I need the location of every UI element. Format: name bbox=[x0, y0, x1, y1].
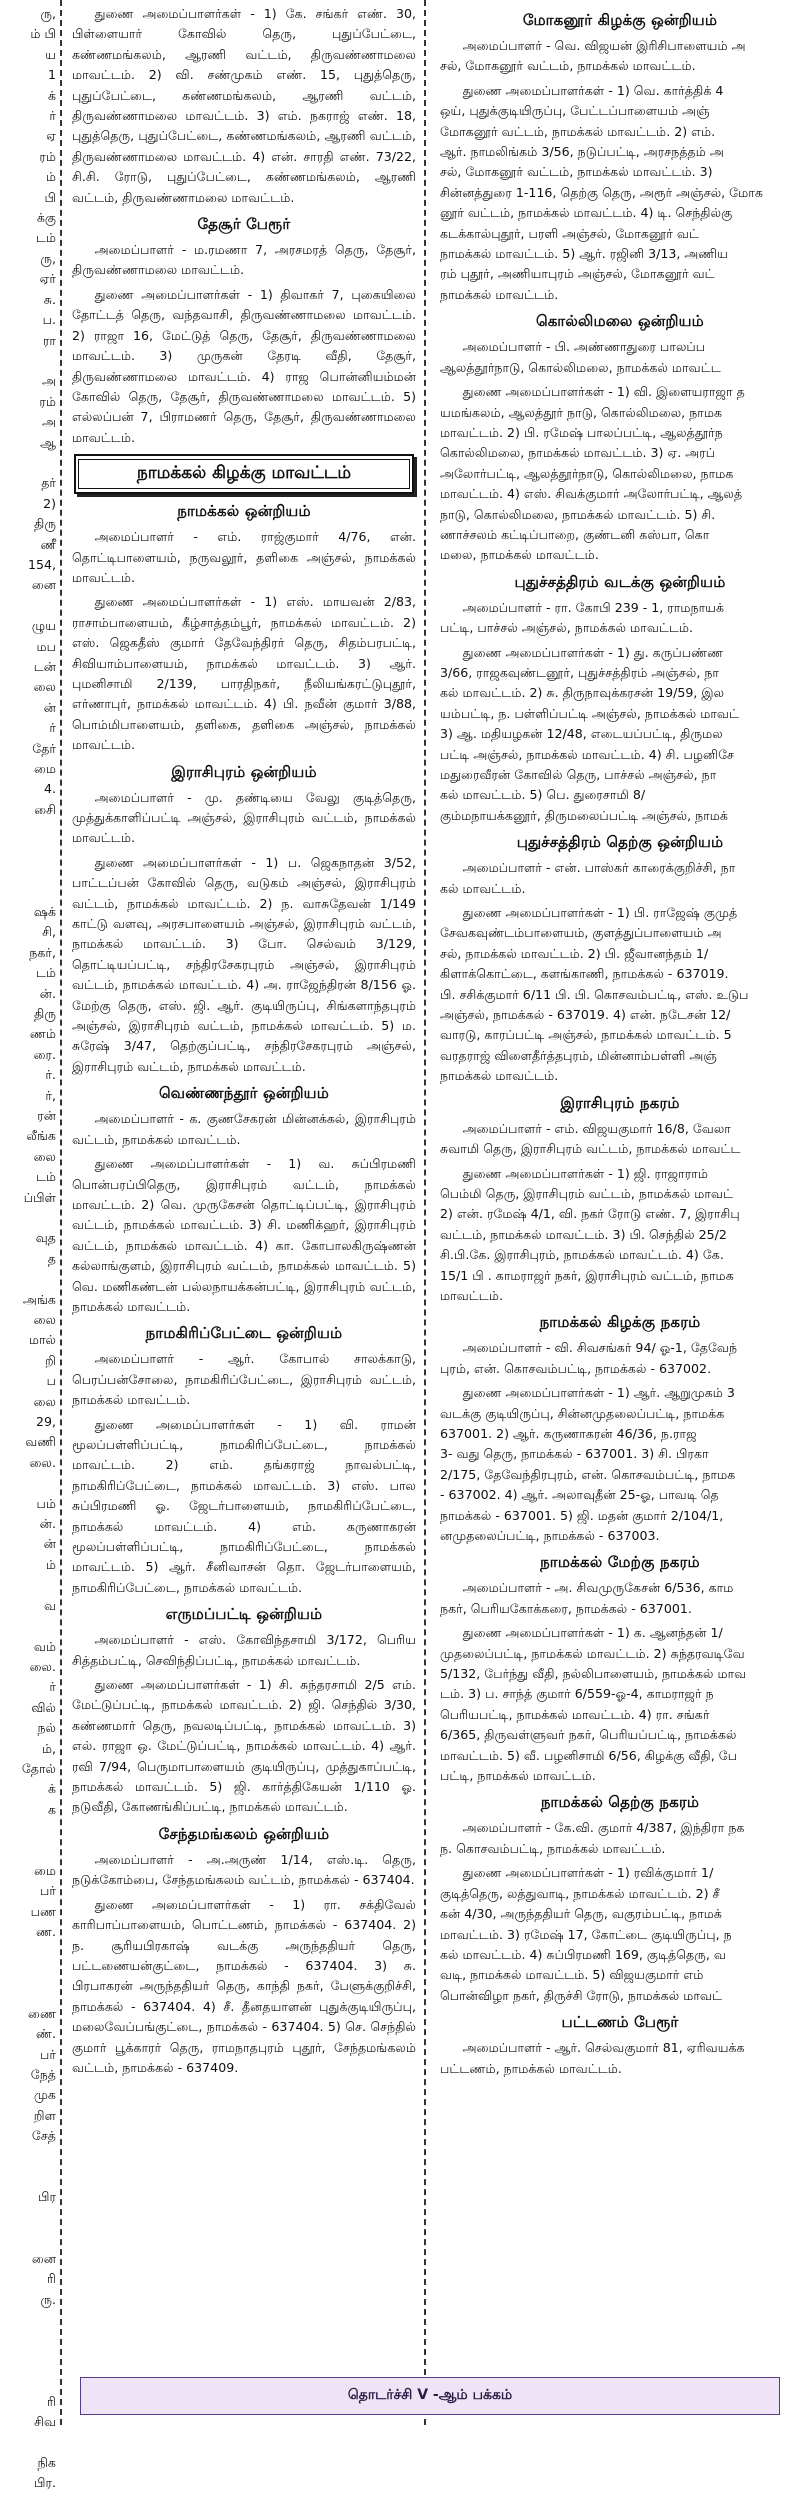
mid-sections bbox=[72, 502, 416, 2078]
left-fragment: டன் bbox=[33, 659, 56, 674]
left-fragment bbox=[0, 2494, 60, 2514]
right-section bbox=[440, 573, 800, 826]
left-fragment: ர் bbox=[49, 720, 56, 736]
left-fragment bbox=[0, 881, 60, 901]
left-fragment bbox=[0, 2310, 60, 2330]
entry-line: சுவாமி தெரு, இராசிபுரம் வட்டம், நாமக்கல் மாவட்ட bbox=[440, 1141, 741, 1157]
left-fragment: ரை. bbox=[33, 1046, 56, 1062]
entry-line: சேவகவுண்டம்பாளையம், குளத்துப்பாளையம் அ bbox=[440, 925, 722, 941]
entry-line: 3/66, ராஜகவுண்டனூர், புதுச்சத்திரம் அஞ்சல், நா bbox=[440, 664, 719, 680]
left-fragment: க் bbox=[47, 1781, 56, 1797]
entry-line: நாடு, கொல்லிமலை, நாமக்கல் மாவட்டம். 5) சி. bbox=[440, 506, 716, 522]
entry-paragraph bbox=[440, 1863, 800, 2006]
entry-line: துணை அமைப்பாளர்கள் - 1) ஜி. ராஜாராம் bbox=[462, 1165, 708, 1181]
mid-section bbox=[72, 1825, 416, 2078]
district-title: நாமக்கல் கிழக்கு மாவட்டம் bbox=[78, 459, 410, 489]
left-fragment bbox=[0, 861, 60, 881]
left-fragment: நேத் bbox=[30, 2067, 56, 2083]
left-fragment: 154, bbox=[27, 556, 56, 572]
left-fragment bbox=[0, 1575, 60, 1595]
entry-line: பி. சசிக்குமார் 6/11 பி. பி. கொசவம்பட்டி, எஸ். உடுப bbox=[440, 986, 749, 1002]
left-fragment: மை bbox=[33, 761, 56, 777]
entry-paragraph: அமைப்பாளர் - ஆர். கோபால் சாலக்காடு, பெரப்பன்சோலை, நாமகிரிப்பேட்டை, இராசிபுரம் வட்டம், நாமக்கல் மாவட்டம். bbox=[72, 1351, 416, 1408]
left-fragment: சேத் bbox=[31, 2128, 56, 2144]
left-fragment bbox=[0, 1963, 60, 1983]
right-section bbox=[440, 1094, 800, 1307]
entry-line: அமைப்பாளர் - ரா. கோபி 239 - 1, ராமநாயக் bbox=[462, 599, 725, 615]
entry-line: பட்டி, பாச்சல் அஞ்சல், நாமக்கல் மாவட்டம். bbox=[440, 620, 694, 636]
left-fragment bbox=[0, 841, 60, 861]
entry-paragraph bbox=[440, 858, 800, 899]
left-fragment: சிவ bbox=[34, 2413, 56, 2429]
entry-line: மோகனூர் வட்டம், நாமக்கல் மாவட்டம். 2) எம். bbox=[440, 123, 716, 139]
left-fragment: லை bbox=[33, 679, 56, 695]
entry-line: சல், நாமக்கல் மாவட்டம். 2) பி. ஜீவானந்தம் 1/ bbox=[440, 945, 709, 961]
continued-notice: தொடர்ச்சி V -ஆம் பக்கம் bbox=[80, 2377, 780, 2415]
left-fragment bbox=[0, 2147, 60, 2167]
entry-line: கடக்கால்புதூர், பரளி அஞ்சல், மோகனூர் வட் bbox=[440, 225, 699, 241]
entry-paragraph bbox=[440, 1578, 800, 1619]
left-fragment: 4. bbox=[43, 781, 56, 797]
left-fragment bbox=[0, 1473, 60, 1493]
left-fragment: னை bbox=[31, 577, 56, 593]
left-fragment: ரு, bbox=[40, 6, 56, 21]
entry-line: குடித்தெரு, லத்துவாடி, நாமக்கல் மாவட்டம். 2) சீ bbox=[440, 1885, 720, 1901]
entry-line: துணை அமைப்பாளர்கள் - 1) வி. இளையராஜா த bbox=[462, 384, 745, 400]
left-fragment: ன் bbox=[43, 1536, 56, 1552]
entry-line: அமைப்பாளர் - என். பாஸ்கர் காரைக்குறிச்சி, நா bbox=[462, 860, 736, 876]
left-fragment bbox=[0, 1269, 60, 1289]
entry-paragraph: துணை அமைப்பாளர்கள் - 1) எஸ். மாயவன் 2/83, ராசாம்பாளையம், கீழ்சாத்தம்பூர், நாமக்கல் மாவட்டம். 2) எஸ். ஜெகதீஸ் குமார் தேவேந்திரர் தெரு, சிதம்பரபட்டி, சிவியாம்பாளையம், நாமக்கல் மாவட்டம். 3) ஆர். புமனிசாமி 2/139, பாரதிநகர், நீலியங்கரட்டுபுதூர், எர்ணாபுர், நாமக்கல் மாவட்டம். 4) பி. நவீன் குமார் 3/88, பொம்மிபாளையம், தளிகை, தளிகை அஞ்சல், நாமக்கல் மாவட்டம். bbox=[72, 594, 416, 753]
entry-line: துணை அமைப்பாளர்கள் - 1) பி. ராஜேஷ் குமுத் bbox=[462, 905, 738, 921]
entry-paragraph: துணை அமைப்பாளர்கள் - 1) ப. ஜெகநாதன் 3/52, பாட்டப்பன் கோவில் தெரு, வடுகம் அஞ்சல், இராசிபுரம் வட்டம், நாமக்கல் மாவட்டம். 2) ந. வாசுதேவன் 1/149 காட்டு வளவு, அரசபாளையம் அஞ்சல், இராசிபுரம் வட்டம், நாமக்கல் மாவட்டம். 3) போ. செல்வம் 3/129, தொட்டியப்பட்டி, சந்திரசேகரபுரம் அஞ்சல், இராசிபுரம் வட்டம், நாமக்கல் மாவட்டம். 4) அ. ராஜேந்திரன் 8/156 ஓ. மேற்கு தெரு, எஸ். ஜி. ஆர். குடியிருப்பு, சிங்களாந்தபுரம் அஞ்சல், இராசிபுரம் வட்டம், நாமக்கல் மாவட்டம். 5) ம. சுரேஷ் 3/47, தெற்குப்பட்டி, சந்திரசேகரபுரம் அஞ்சல், இராசிபுரம் வட்டம், நாமக்கல் மாவட்டம். bbox=[72, 854, 416, 1074]
entry-paragraph: துணை அமைப்பாளர்கள் - 1) திவாகர் 7, புகையிலை தோட்டத் தெரு, வந்தவாசி, திருவண்ணாமலை மாவட்டம். 2) ராஜா 16, மேட்டுத் தெரு, தேசூர், திருவண்ணாமலை மாவட்டம். 3) முருகன் தேரடி வீதி, தேசூர், திருவண்ணாமலை மாவட்டம். 4) ராஜ பொன்னியம்மன் கோவில் தெரு, தேசூர், திருவண்ணாமலை மாவட்டம். 5) எல்லப்பன் 7, பிராமணர் தெரு, தேசூர், திருவண்ணாமலை மாவட்டம். bbox=[72, 286, 416, 445]
entry-paragraph bbox=[440, 81, 800, 305]
entry-paragraph: அமைப்பாளர் - மு. தண்டியை வேலு குடித்தெரு, முத்துக்காளிப்பட்டி அஞ்சல், இராசிபுரம் வட்டம், நாமக்கல் மாவட்டம். bbox=[72, 789, 416, 846]
left-fragment bbox=[0, 1983, 60, 2003]
entry-line: 637001. 2) ஆர். கருணாகரன் 46/36, ந.ராஜ bbox=[440, 1425, 697, 1441]
entry-line: 15/1 பி . காமராஜர் நகர், இராசிபுரம் வட்டம், நாமக bbox=[440, 1267, 734, 1283]
left-fragment: ன் bbox=[43, 699, 56, 715]
left-fragment: டம் bbox=[35, 965, 56, 981]
right-section bbox=[440, 312, 800, 565]
entry-paragraph: துணை அமைப்பாளர்கள் - 1) கே. சங்கர் எண். 30, பிள்ளையார் கோவில் தெரு, புதுப்பேட்டை, கண்ணமங்கலம், ஆரணி வட்டம், திருவண்ணாமலை மாவட்டம். 2) வி. சண்முகம் எண். 15, புதுத்தெரு, புதுப்பேட்டை, கண்ணமங்கலம், ஆரணி வட்டம், திருவண்ணாமலை மாவட்டம். 3) எம். நகராஜ் எண். 18, புதுத்தெரு, புதுப்பேட்டை, கண்ணமங்கலம், ஆரணி வட்டம், திருவண்ணாமலை மாவட்டம். 4) என். சாரதி எண். 73/22, சி.சி. ரோடு, புதுப்பேட்டை, கண்ணமங்கலம், ஆரணி வட்டம், திருவண்ணாமலை மாவட்டம். bbox=[72, 6, 416, 205]
left-fragment: அங்க bbox=[22, 1291, 56, 1307]
entry-line: டம். 3) ப. சாந்த் குமார் 6/559-ஓ-4, காமராஜர் ந bbox=[440, 1686, 714, 1702]
entry-paragraph: அமைப்பாளர் - எம். ராஜ்குமார் 4/76, என். தொட்டிபாளையம், நருவலூர், தளிகை அஞ்சல், நாமக்கல் மாவட்டம். bbox=[72, 529, 416, 585]
left-fragment: நல் bbox=[37, 1720, 56, 1736]
left-fragment bbox=[0, 2167, 60, 2187]
entry-line: பட்டணம், நாமக்கல் மாவட்டம். bbox=[440, 2060, 622, 2076]
section-heading: நாமக்கல் தெற்கு நகரம் bbox=[540, 1793, 700, 1812]
entry-line: அலோர்பட்டி, ஆலத்தூர்நாடு, கொல்லிமலை, நாமக bbox=[440, 465, 734, 481]
entry-paragraph bbox=[440, 337, 800, 378]
entry-line: கல் மாவட்டம். bbox=[440, 880, 526, 896]
left-fragment bbox=[0, 2228, 60, 2248]
entry-line: நாமக்கல் மாவட்டம். bbox=[440, 286, 559, 302]
left-fragment: ப. bbox=[42, 312, 56, 328]
left-fragment: பர் bbox=[40, 1883, 56, 1899]
entry-line: சல், மோகனூர் வட்டம், நாமக்கல் மாவட்டம். 3) bbox=[440, 164, 713, 180]
left-fragment: ண. bbox=[35, 1924, 56, 1940]
left-fragment: பிர. bbox=[34, 2475, 56, 2491]
left-fragment: ரன் bbox=[37, 1107, 56, 1123]
left-fragment: க்கு bbox=[36, 210, 56, 226]
left-fragment: ணீ bbox=[40, 536, 56, 552]
left-fragment bbox=[0, 453, 60, 473]
entry-paragraph bbox=[440, 1818, 800, 1859]
left-fragment: பம் bbox=[36, 1495, 56, 1511]
entry-paragraph bbox=[440, 36, 800, 77]
entry-line: 5/132, பேர்ந்து வீதி, நல்லிபாளையம், நாமக்கல் மாவ bbox=[440, 1666, 747, 1682]
entry-line: முதலைப்பட்டி, நாமக்கல் மாவட்டம். 2) சுந்தரவடிவே bbox=[440, 1645, 745, 1661]
left-fragment bbox=[0, 1943, 60, 1963]
left-fragment: ண். bbox=[35, 2026, 56, 2042]
entry-line: ணாச்சலம் கட்டிப்பாறை, குண்டனி கஸ்பா, கொ bbox=[440, 526, 710, 542]
left-fragment: சி, bbox=[42, 924, 56, 940]
left-fragment: க bbox=[47, 1801, 56, 1817]
left-fragment: டம் bbox=[35, 230, 56, 246]
left-fragment: ஷக் bbox=[33, 903, 56, 919]
entry-line: துணை அமைப்பாளர்கள் - 1) ரவிக்குமார் 1/ bbox=[462, 1865, 714, 1881]
left-fragment: பர் bbox=[40, 2046, 56, 2062]
section-heading: இராசிபுரம் ஒன்றியம் bbox=[171, 762, 317, 781]
section-heading: நாமக்கல் ஒன்றியம் bbox=[177, 502, 311, 521]
section-heading: பட்டணம் பேரூர் bbox=[561, 2013, 679, 2032]
right-section bbox=[440, 1793, 800, 2006]
left-fragment: வம் bbox=[33, 1638, 56, 1654]
left-fragment: வ bbox=[43, 1597, 56, 1613]
entry-line: சின்னத்துரை 1-116, தெற்கு தெரு, அரூர் அஞ்சல், மோக bbox=[440, 184, 763, 200]
entry-line: பட்டி, நாமக்கல் மாவட்டம். bbox=[440, 1768, 596, 1784]
entry-line: வடக்கு குடியிருப்பு, சின்னமுதலைப்பட்டி, நாமக்க bbox=[440, 1405, 725, 1421]
entry-paragraph bbox=[440, 1164, 800, 1307]
left-fragment: தேர் bbox=[32, 740, 56, 756]
section-heading-desur: தேசூர் பேரூர் bbox=[197, 215, 291, 234]
section-heading: எருமப்பட்டி ஒன்றியம் bbox=[165, 1605, 323, 1624]
left-fragment: ஆ bbox=[40, 434, 56, 450]
left-fragment: டம் bbox=[35, 1169, 56, 1185]
left-fragment bbox=[0, 2432, 60, 2452]
entry-paragraph bbox=[440, 598, 800, 639]
left-fragment: மப bbox=[36, 638, 56, 654]
entry-line: அமைப்பாளர் - வி. சிவசங்கர் 94/ ஓ-1, தேவேந் bbox=[462, 1340, 738, 1356]
left-fragment: ன். bbox=[39, 1516, 56, 1532]
entry-line: பட்டி அஞ்சல், நாமக்கல் மாவட்டம். 4) சி. பழனிசே bbox=[440, 746, 734, 762]
left-fragment: சைி bbox=[34, 801, 56, 817]
left-fragment: தோல் bbox=[21, 1760, 56, 1776]
mid-section bbox=[72, 1324, 416, 1598]
entry-line: மலை, நாமக்கல் மாவட்டம். bbox=[440, 547, 599, 563]
entry-line: வரதராஜ் விளைதீர்த்தபுரம், மின்னாம்பள்ளி அஞ் bbox=[440, 1047, 717, 1063]
section-heading: நாமக்கல் கிழக்கு நகரம் bbox=[539, 1313, 701, 1332]
entry-paragraph: துணை அமைப்பாளர்கள் - 1) சி. சுந்தரசாமி 2/5 எம். மேட்டுப்பட்டி, நாமக்கல் மாவட்டம். 2) ஜி. செந்தில் 3/30, கண்ணமார் தெரு, நவலடிப்பட்டி, நாமக்கல் மாவட்டம். 3) எல். ராஜா ஒ. மேட்டுப்பட்டி, நாமக்கல் மாவட்டம். 4) ஆர். ரவி 7/94, பெருமாபாளையம் குடியிருப்பு, முத்துகாப்பட்டி, நாமக்கல் மாவட்டம். 5) ஜி. கார்த்திகேயன் 1/110 ஓ. நடுவீதி, கோணங்கிப்பட்டி, நாமக்கல் மாவட்டம். bbox=[72, 1677, 416, 1815]
left-fragment bbox=[0, 2330, 60, 2350]
entry-paragraph: துணை அமைப்பாளர்கள் - 1) வி. ராமன் மூலப்பள்ளிப்பட்டி, நாமகிரிப்பேட்டை, நாமக்கல் மாவட்டம். 2) எம். தங்கராஜ் நாவல்பட்டி, நாமகிரிப்பேட்டை, நாமக்கல் மாவட்டம். 3) எஸ். பால சுப்பிரமணி ஓ. ஜேடர்பாளையம், நாமகிரிப்பேட்டை, நாமக்கல் மாவட்டம். 4) எம். கருணாகரன் மூலப்பள்ளிப்பட்டி, நாமகிரிப்பேட்டை, நாமக்கல் மாவட்டம். 5) ஆர். சீனிவாசன் தொ. ஜேடர்பாளையம், நாமகிரிப்பேட்டை, நாமக்கல் மாவட்டம். bbox=[72, 1416, 416, 1595]
left-fragment: லை bbox=[33, 1393, 56, 1409]
entry-line: மாவட்டம். 5) வீ. பழனிசாமி 6/56, கிழக்கு வீதி, பே bbox=[440, 1747, 738, 1763]
left-fragment: ரா bbox=[42, 332, 56, 348]
section-heading: மோகனூர் கிழக்கு ஒன்றியம் bbox=[522, 11, 718, 29]
left-fragment: திரு bbox=[34, 1005, 56, 1021]
entry-paragraph: அமைப்பாளர் - எஸ். கோவிந்தசாமி 3/172, பெரிய சித்தம்பட்டி, செவிந்திப்பட்டி, நாமக்கல் மாவட்டம். bbox=[72, 1632, 416, 1668]
entry-line: அமைப்பாளர் - அ. சிவமுருகேசன் 6/536, காம bbox=[462, 1580, 734, 1596]
left-fragment: மால் bbox=[28, 1332, 56, 1348]
entry-line: துணை அமைப்பாளர்கள் - 1) ஆர். ஆறுமுகம் 3 bbox=[462, 1385, 735, 1401]
left-fragment: வில் bbox=[31, 1699, 56, 1715]
entry-line: னமுதலைப்பட்டி, நாமக்கல் - 637003. bbox=[440, 1528, 660, 1543]
entry-line: கிளாக்கொட்டை, களங்காணி, நாமக்கல் - 637019. bbox=[440, 966, 729, 982]
entry-paragraph bbox=[440, 1623, 800, 1786]
entry-line: மாவட்டம். 2) பி. ரமேஷ் பாலப்பட்டி, ஆலத்தூர்ந bbox=[440, 424, 723, 440]
left-fragment bbox=[0, 596, 60, 616]
left-fragment: லை bbox=[33, 1312, 56, 1327]
entry-line: மதுரைவீரன் கோவில் தெரு, பாச்சல் அஞ்சல், நா bbox=[440, 767, 717, 782]
left-fragment: ம் bbox=[45, 169, 56, 185]
section-heading: கொல்லிமலை ஒன்றியம் bbox=[536, 312, 704, 331]
entry-paragraph: துணை அமைப்பாளர்கள் - 1) வ. சுப்பிரமணி பொன்பரப்பிதெரு, இராசிபுரம் வட்டம், நாமக்கல் மாவட்டம். 2) வெ. முருகேசன் தொட்டிப்பட்டி, இராசிபுரம் வட்டம், நாமக்கல் மாவட்டம். 3) சி. மணிக்ஹர், இராசிபுரம் வட்டம், நாமக்கல் மாவட்டம். 4) கா. கோபாலகிருஷ்ணன் கல்லாங்குளம், இராசிபுரம் வட்டம், நாமக்கல் மாவட்டம். 5) வெ. மணிகண்டன் பல்லநாயக்கன்பட்டி, இராசிபுரம் வட்டம், நாமக்கல் மாவட்டம். bbox=[72, 1156, 416, 1314]
left-fragment: ர். bbox=[45, 1067, 56, 1083]
middle-column bbox=[66, 0, 426, 2425]
left-fragment: ரம் bbox=[39, 393, 56, 409]
section-heading: புதுச்சத்திரம் தெற்கு ஒன்றியம் bbox=[516, 833, 724, 852]
left-fragment: ப bbox=[46, 1373, 56, 1389]
left-fragment: ரம் bbox=[39, 148, 56, 164]
left-fragment: திரு bbox=[34, 516, 56, 532]
left-fragment: 2) bbox=[43, 495, 56, 511]
section-heading: புதுச்சத்திரம் வடக்கு ஒன்றியம் bbox=[514, 572, 726, 591]
left-fragment: ர் bbox=[49, 108, 56, 124]
entry-line: 2) என். ரமேஷ் 4/1, வி. நகர் ரோடு எண். 7, இராசிபு bbox=[440, 1206, 740, 1222]
entry-line: மாவட்டம். 3) ரமேஷ் 17, கோட்டை குடியிருப்பு, ந bbox=[440, 1926, 732, 1942]
entry-paragraph bbox=[440, 643, 800, 827]
entry-paragraph bbox=[440, 382, 800, 566]
entry-line: கன் 4/30, அருந்ததியர் தெரு, வகுரம்பட்டி, நாமக் bbox=[440, 1906, 722, 1922]
left-fragment: ணை bbox=[28, 2005, 56, 2021]
left-fragment: பண bbox=[30, 1903, 56, 1919]
desur-entries bbox=[72, 240, 416, 448]
right-section bbox=[440, 1553, 800, 1786]
section-heading: சேந்தமங்கலம் ஒன்றியம் bbox=[158, 1824, 330, 1843]
entry-line: நாமக்கல் - 637001. 5) ஜி. மதன் குமார் 2/104/1, bbox=[440, 1507, 724, 1523]
entry-line: பெம்மி தெரு, இராசிபுரம் வட்டம், நாமக்கல் மாவட் bbox=[440, 1185, 733, 1201]
left-fragment: ன். bbox=[39, 985, 56, 1001]
entry-line: ந. கொசவம்பட்டி, நாமக்கல் மாவட்டம். bbox=[440, 1840, 666, 1856]
section-heading: நாமகிரிப்பேட்டை ஒன்றியம் bbox=[145, 1324, 343, 1343]
left-fragment: 1 bbox=[47, 67, 56, 83]
entry-line: நகர், பெரியகோக்கரை, நாமக்கல் - 637001. bbox=[440, 1600, 692, 1616]
left-fragment: ணம் bbox=[29, 1026, 56, 1042]
entry-line: அமைப்பாளர் - ஆர். செல்வகுமார் 81, ஏரிவயக்க bbox=[462, 2040, 745, 2056]
mid-top-entries bbox=[72, 4, 416, 208]
left-fragment: ம், bbox=[41, 1740, 56, 1756]
entry-line: கொல்லிமலை, நாமக்கல் மாவட்டம். 3) ஏ. அரப் bbox=[440, 445, 716, 461]
left-fragment bbox=[0, 1616, 60, 1636]
left-fragment: றிள bbox=[33, 2107, 56, 2123]
left-fragment: அ bbox=[42, 373, 56, 389]
entry-line: ஆலத்தூர்நாடு, கொல்லிமலை, நாமக்கல் மாவட்ட bbox=[440, 359, 721, 375]
entry-line: சல், மோகனூர் வட்டம், நாமக்கல் மாவட்டம். bbox=[440, 58, 696, 74]
entry-paragraph bbox=[440, 903, 800, 1087]
entry-paragraph bbox=[440, 1338, 800, 1379]
left-fragment: ய bbox=[45, 46, 56, 62]
left-fragment bbox=[0, 1841, 60, 1861]
entry-line: 3- வது தெரு, நாமக்கல் - 637001. 3) சி. பிரகா bbox=[440, 1446, 709, 1462]
entry-line: யமங்கலம், ஆலத்தூர் நாடு, கொல்லிமலை, நாமக bbox=[440, 404, 723, 420]
left-fragment: பி bbox=[44, 189, 56, 205]
entry-line: நாமக்கல் மாவட்டம். 5) ஆர். ரஜினி 3/13, அணிய bbox=[440, 246, 728, 262]
entry-line: புரம், என். கொசவம்பட்டி, நாமக்கல் - 637002. bbox=[440, 1360, 712, 1376]
left-fragment: சு. bbox=[43, 291, 56, 307]
left-fragment bbox=[0, 351, 60, 371]
left-fragment: ரு, bbox=[40, 250, 56, 266]
entry-paragraph bbox=[440, 2038, 800, 2079]
right-column bbox=[432, 0, 800, 2425]
entry-line: ஆர். நாமலிங்கம் 3/56, நடுப்பட்டி, அரசநத்தம் அ bbox=[440, 144, 724, 160]
entry-line: கல் மாவட்டம். 4) சுப்பிரமணி 169, குடித்தெரு, வ bbox=[440, 1946, 726, 1962]
left-fragment bbox=[0, 820, 60, 840]
left-fragment: ர், bbox=[45, 1087, 56, 1103]
section-heading: நாமக்கல் மேற்கு நகரம் bbox=[540, 1553, 700, 1572]
entry-line: நாமக்கல் மாவட்டம். bbox=[440, 1068, 559, 1084]
entry-paragraph: துணை அமைப்பாளர்கள் - 1) ரா. சக்திவேல் காரிபாப்பாளையம், பொட்டணம், நாமக்கல் - 637404. 2) ந. சூரியபிரகாஷ் வடக்கு அருந்ததியர் தெரு, பட்டணையன்குட்டை, நாமக்கல் - 637404. 3) சு. பிரபாகரன் அருந்ததியர் தெரு, காந்தி நகர், பேளுக்குறிச்சி, நாமக்கல் - 637404. 4) சீ. தீனதயாளன் புதுக்குடியிருப்பு, மலைவேப்பங்குட்டை, நாமக்கல் - 637404. 5) செ. செந்தில் குமார் பூக்காரர் தெரு, ராமநாதபுரம் புதூர், சேந்தமங்கலம் வட்டம், நாமக்கல் - 637409. bbox=[72, 1896, 416, 2075]
left-fragment bbox=[0, 2208, 60, 2228]
left-fragment: லை. bbox=[29, 1454, 56, 1470]
left-fragment: லை. bbox=[29, 1658, 56, 1674]
entry-line: ரம் புதூர், அணியாபுரம் அஞ்சல், மோகனூர் வட் bbox=[440, 266, 715, 282]
right-sections bbox=[440, 11, 800, 2079]
entry-line: 2/175, தேவேந்திரபுரம், என். கொசவம்பட்டி, நாமக bbox=[440, 1466, 736, 1482]
entry-paragraph bbox=[440, 1383, 800, 1546]
entry-line: அமைப்பாளர் - கே.வி. குமார் 4/387, இந்திரா நக bbox=[462, 1820, 745, 1836]
entry-line: னூர் வட்டம், நாமக்கல் மாவட்டம். 4) டி. செந்தில்கு bbox=[440, 205, 733, 221]
left-fragment: றி bbox=[45, 1352, 56, 1368]
left-fragment: க் bbox=[47, 87, 56, 103]
left-fragment: பிர bbox=[38, 2189, 56, 2205]
left-fragment: னை bbox=[31, 2250, 56, 2266]
right-section bbox=[440, 1313, 800, 1546]
entry-line: கல் மாவட்டம். 2) சு. திருநாவுக்கரசன் 19/59, இல bbox=[440, 685, 725, 701]
entry-line: பொன்விழா நகர், திருச்சி ரோடு, நாமக்கல் மாவட் bbox=[440, 1987, 722, 2003]
entry-paragraph bbox=[440, 1119, 800, 1160]
right-section bbox=[440, 2013, 800, 2079]
entry-line: துணை அமைப்பாளர்கள் - 1) து. கருப்பண்ண bbox=[462, 644, 724, 660]
left-fragment: ரி bbox=[46, 2393, 56, 2409]
left-fragment: ஏ bbox=[46, 128, 56, 144]
entry-line: ஒய், புதுக்குடியிருப்பு, பேட்டப்பாளையம் அஞ் bbox=[440, 103, 710, 119]
mid-section bbox=[72, 1084, 416, 1317]
entry-line: அமைப்பாளர் - வெ. விஜயன் இரிசிபாளையம் அ bbox=[462, 38, 746, 53]
left-fragment: தர் bbox=[41, 475, 56, 491]
left-fragment: லை bbox=[33, 1148, 56, 1164]
entry-line: - 637002. 4) ஆர். அலாவுதீன் 25-ஓ, பாவடி தெ bbox=[440, 1487, 719, 1503]
entry-paragraph: அமைப்பாளர் - க. குணசேகரன் மின்னக்கல், இராசிபுரம் வட்டம், நாமக்கல் மாவட்டம். bbox=[72, 1111, 416, 1147]
mid-section bbox=[72, 502, 416, 755]
right-section bbox=[440, 11, 800, 305]
entry-paragraph: அமைப்பாளர் - ம.ரமணா 7, அரசமரத் தெரு, தேசூர், திருவண்ணாமலை மாவட்டம். bbox=[72, 242, 416, 278]
left-fragment: ர் bbox=[49, 1679, 56, 1695]
entry-line: மாவட்டம். 4) எஸ். சிவக்குமார் அலோர்பட்டி, ஆலத் bbox=[440, 486, 743, 502]
left-fragment: வணி bbox=[25, 1434, 56, 1450]
entry-line: 6/365, திருவள்ளுவர் நகர், பெரியப்பட்டி, நாமக்கல் bbox=[440, 1727, 737, 1743]
left-fragment: 29, bbox=[35, 1414, 56, 1430]
left-fragment: ரி bbox=[46, 2271, 56, 2287]
left-fragment: மை bbox=[33, 1862, 56, 1878]
right-section bbox=[440, 833, 800, 1086]
entry-line: கும்மநாயக்கனூர், திருமலைப்பட்டி அஞ்சல், நாமக் bbox=[440, 807, 728, 823]
entry-line: அஞ்சல், நாமக்கல் - 637019. 4) என். நடேசன் 12/ bbox=[440, 1007, 731, 1023]
left-fragment: அ bbox=[42, 414, 56, 430]
left-fragment: லீங்க bbox=[26, 1128, 56, 1144]
mid-section bbox=[72, 1605, 416, 1818]
left-fragment: ப்பிள் bbox=[23, 1189, 56, 1205]
section-heading: இராசிபுரம் நகரம் bbox=[560, 1093, 680, 1112]
left-fragment: வுத bbox=[35, 1230, 56, 1246]
left-fragment: ழுய bbox=[31, 618, 56, 634]
entry-line: துணை அமைப்பாளர்கள் - 1) க. ஆனந்தன் 1/ bbox=[462, 1625, 723, 1641]
entry-paragraph: அமைப்பாளர் - அ.அருண் 1/14, எஸ்.டி. தெரு, நடுக்கோம்பை, சேந்தமங்கலம் வட்டம், நாமக்கல் - 637404. bbox=[72, 1851, 416, 1888]
entry-line: பெரியபட்டி, நாமக்கல் மாவட்டம். 4) ரா. சங்கர் bbox=[440, 1706, 710, 1722]
left-fragment: ரு. bbox=[40, 2291, 56, 2307]
left-fragment: ம் bbox=[45, 1556, 56, 1572]
section-heading: வெண்ணந்தூர் ஒன்றியம் bbox=[158, 1084, 330, 1103]
left-fragment: த bbox=[47, 1250, 56, 1266]
entry-line: மாவட்டம். bbox=[440, 1287, 503, 1303]
left-fragment: ஏர் bbox=[39, 271, 56, 287]
left-fragment bbox=[0, 2351, 60, 2371]
left-fragment: முக bbox=[33, 2087, 56, 2103]
entry-line: யம்பட்டி, ந. பள்ளிப்பட்டி அஞ்சல், நாமக்கல் மாவட் bbox=[440, 705, 740, 721]
district-title-box bbox=[74, 454, 414, 494]
entry-line: அமைப்பாளர் - எம். விஜயகுமார் 16/8, வேலா bbox=[462, 1120, 731, 1136]
entry-line: துணை அமைப்பாளர்கள் - 1) வெ. கார்த்திக் 4 bbox=[462, 82, 724, 98]
left-fragment: ம் பி bbox=[30, 26, 56, 42]
left-fragment: நிக bbox=[37, 2454, 56, 2470]
entry-line: அமைப்பாளர் - பி. அண்ணாதுரை பாலப்ப bbox=[462, 339, 706, 355]
entry-line: 3) ஆ. மதியழகன் 12/48, எடையப்பட்டி, திருமல bbox=[440, 726, 723, 742]
left-fragment bbox=[0, 1208, 60, 1228]
left-column-fragments bbox=[0, 0, 62, 2491]
left-fragment: நகர், bbox=[29, 944, 56, 960]
entry-line: வடி, நாமக்கல் மாவட்டம். 5) விஜயகுமார் எம் bbox=[440, 1967, 704, 1983]
entry-line: சி.பி.கே. இராசிபுரம், நாமக்கல் மாவட்டம். 4) கே. bbox=[440, 1247, 724, 1263]
left-fragment bbox=[0, 1820, 60, 1840]
left-fragment bbox=[0, 2371, 60, 2391]
entry-line: வட்டம், நாமக்கல் மாவட்டம். 3) பி. செந்தில் 25/2 bbox=[440, 1226, 727, 1242]
entry-line: வாரடு, காரப்பட்டி அஞ்சல், நாமக்கல் மாவட்டம். 5 bbox=[440, 1027, 732, 1043]
entry-line: கல் மாவட்டம். 5) பெ. துரைசாமி 8/ bbox=[440, 787, 646, 803]
mid-section bbox=[72, 763, 416, 1078]
